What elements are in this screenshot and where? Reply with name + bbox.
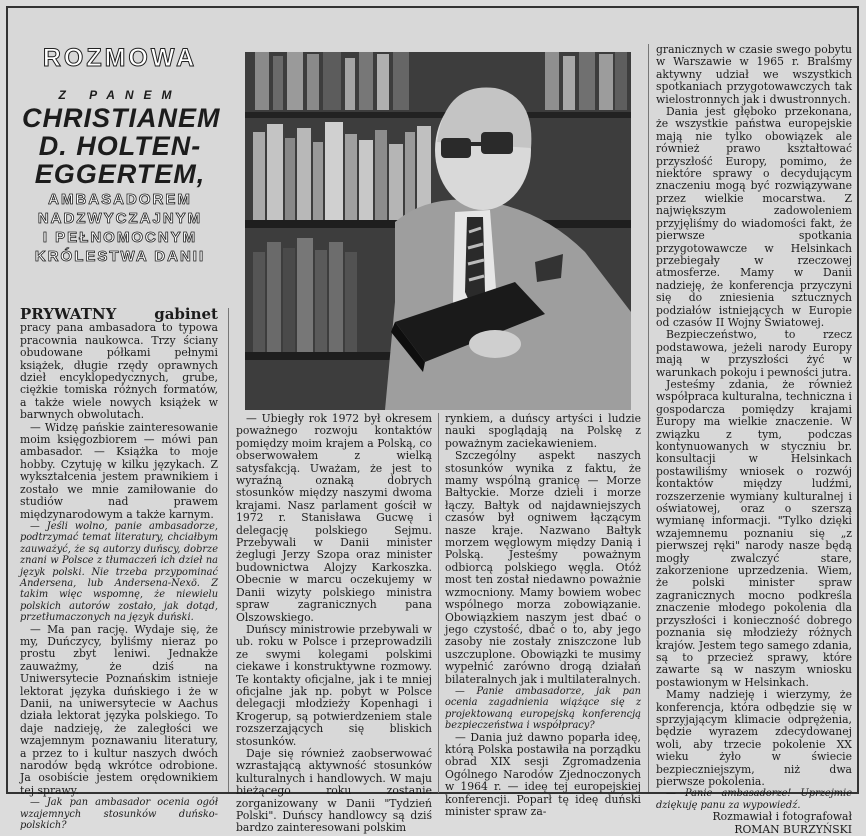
col2-paragraph-2: Duńscy ministrowie przebywali w ub. roku w Polsce i przeprowadzili ze swymi kolegami polskimi ciekawe i konstruktywne rozmowy. Te kontakty oficjalne, jak i te mniej oficjalne jak np. pobyt w Polsce delegacji młodzieży Kopenhagi i Krogerup, są potwierdzeniem stale rozszerzających się bliskich stosunków. <box>236 622 432 748</box>
headline-role-line2: NADZWYCZAJNYM <box>37 210 203 227</box>
newspaper-page <box>6 6 859 836</box>
col1-question-1: — Jeśli wolno, panie ambasadorze, podtrzymać temat literatury, chciałbym zauważyć, że są autorzy duńscy, dobrze znani w Polsce z tłumaczeń ich dzieł na język polski. Nie trzeba przypominać Andersena, lub Andersena-Nexö. Z takim więc wspomnę, że niewielu polskich autorów zostało, jak dotąd, przetłumaczonych na język duński. <box>20 520 218 624</box>
col4-paragraph-4: Jesteśmy zdania, że również współpraca kulturalna, techniczna i gospodarcza pomiędzy krajami Europy ma wielkie znaczenie. W związku z tym, podczas kontynuowanych w styczniu br. konsultacji w Helsinkach postawiliśmy wniosek o rozwój kontaktów między ludźmi, rozszerzenie wymiany kulturalnej i oświatowej, oraz o szerszą wymianę informacji. "Tylko dzięki wzajemnemu poznaniu się „z pierwszej ręki" narody nasze będą mogły zwalczyć stare, zakorzenione uprzedzenia. Wiem, że polski minister spraw zagranicznych mocno podkreśla znaczenie młodego pokolenia dla przyszłości i konieczność dobrego poznania się młodzieży różnych krajów. Jestem tego samego zdania, są to przecież sprawy, które zawarte są w naszym wniosku postawionym w Helsinkach. <box>656 377 852 689</box>
col3-paragraph-3: — Dania już dawno poparła ideę, którą Polska postawiła na porządku obrad XIX sesji Zgromadzenia Ogólnego Narodów Zjednoczonych w 1964 r. — ideę tej europejskiej konferencji. Poparł tę ideę duński minister spraw za- <box>445 730 641 818</box>
col1-paragraph-2: — Widzę pańskie zainteresowanie moim księgozbiorem — mówi pan ambasador. — Książka to moje hobby. Czytuję w kilku językach. Z wykształcenia jestem prawnikiem i zostało we mnie zamiłowanie do studiów nad prawem międzynarodowym a także karnym. <box>20 420 218 521</box>
byline-author: ROMAN BURZYŃSKI <box>734 822 852 836</box>
col3-paragraph-2: Szczególny aspekt naszych stosunków wynika z faktu, że mamy wspólną granicę — Morze Bałtyckie. Morze dzieli i morze łączy. Bałtyk od najdawniejszych czasów był ogniwem łączącym nasze kraje. Nazwano Bałtyk morzem węglowym między Danią i Polską. Jesteśmy poważnym odbiorcą polskiego węgla. Otóż most ten został niedawno poważnie wzmocniony. Mamy bowiem wobec wspólnego morza zobowiązanie. Obowiązkiem naszym jest dbać o jego czystość, dbać o to, aby jego zasoby nie zostały zniszczone lub uszczuplone. Obowiązki te musimy wypełnić zarówno drogą działań bilateralnych jak i multilateralnych. <box>445 449 641 686</box>
headline-name-line1: CHRISTIANEM <box>22 103 221 133</box>
headline-role-line3: I PEŁNOMOCNYM <box>42 229 198 246</box>
headline-name-line3: EGGERTEM, <box>34 159 206 189</box>
lead-text: PRYWATNY gabinet <box>20 305 218 323</box>
byline-label: Rozmawiał i fotografował <box>712 810 852 824</box>
headline-role-line1: AMBASADOREM <box>48 191 192 208</box>
article-column-3 <box>445 412 641 818</box>
col3-paragraph-1: rynkiem, a duńscy artyści i ludzie nauki spoglądają na Polskę z poważnym zaciekawieniem. <box>445 412 641 450</box>
headline-role <box>22 190 218 266</box>
col1-paragraph-1: pracy pana ambasadora to typowa pracownia naukowca. Trzy ściany obudowane półkami pełnymi książek, długie rzędy oprawnych dzieł encyklopedycznych, grube, ciężkie tomiska różnych formatów, a także wiele nowych książek w barwnych obwolutach. <box>20 321 218 422</box>
article-column-4 <box>656 43 852 836</box>
headline-role-line4: KRÓLESTWA DANII <box>34 248 206 265</box>
col4-paragraph-3: Bezpieczeństwo, to rzecz podstawowa, jeżeli narody Europy mają w przyszłości żyć w warunkach pokoju i pewności jutra. <box>656 328 852 379</box>
article-column-2 <box>236 412 432 835</box>
col1-paragraph-3: — Ma pan rację. Wydaje się, że my, Duńczycy, byliśmy nieraz po prostu zbyt leniwi. Jednakże zauważmy, że dziś na Uniwersytecie Poznańskim istnieje lektorat języka duńskiego i że w Danii, na uniwersytecie w Aachus działa lektorat języka polskiego. To daje nadzieję, że zaległości we wzajemnym poznawaniu literatury, a przez to i kultur naszych dwóch narodów będą wkrótce odrobione. Ja osobiście jestem orędownikiem tej sprawy. <box>20 622 218 797</box>
photo-ambassador-reading <box>245 52 631 410</box>
col4-paragraph-1: granicznych w czasie swego pobytu w Warszawie w 1965 r. Bralśmy aktywny udział we wszystkich spotkaniach przygotowawczych tak wielostronnych jak i dwustronnych. <box>656 43 852 106</box>
col4-closing-question: — Panie ambasadorze! Uprzejmie dziękuję panu za wypowiedź. <box>656 788 852 811</box>
headline-name-line2: D. HOLTEN- <box>38 131 202 161</box>
col2-paragraph-3: Daje się również zaobserwować wzrastającą aktywność stosunków kulturalnych i handlowych. W maju bieżącego roku zostanie zorganizowany w Danii "Tydzień Polski". Duńscy handlowcy są dziś bardzo zainteresowani polskim <box>236 746 432 835</box>
headline-prefix: Z PANEM <box>58 88 182 102</box>
section-kicker: ROZMOWA <box>42 44 198 72</box>
article-column-1 <box>20 305 218 832</box>
column-divider <box>438 413 439 793</box>
col2-paragraph-1: — Ubiegły rok 1972 był okresem poważnego rozwoju kontaktów pomiędzy moim krajem a Polską, co obserwowałem z wielką satysfakcją. Uważam, że jest to wyraźną oznaką dobrych stosunków między naszymi dwoma krajami. Nasz parlament gościł w 1972 r. Stanisława Gucwę i delegację polskiego Sejmu. Przebywali w Danii minister żeglugi Jerzy Szopa oraz minister budownictwa Alojzy Karkoszka. Obecnie w marcu oczekujemy w Danii wizyty polskiego ministra spraw zagranicznych pana Olszowskiego. <box>236 412 432 624</box>
col4-paragraph-5: Mamy nadzieję i wierzymy, że konferencja, która odbędzie się w sprzyjającym klimacie odprężenia, będzie wyrazem zdecydowanej woli, aby trzecie pokolenie XX wieku żyło w świecie bezpieczniejszym, niż dwa pierwsze pokolenia. <box>656 688 852 788</box>
headline-name <box>22 103 221 189</box>
column-divider <box>228 308 229 792</box>
col1-question-2: — Jak pan ambasador ocenia ogół wzajemnych stosunków duńsko-polskich? <box>20 797 218 832</box>
column-divider <box>648 44 649 792</box>
col3-question-1: — Panie ambasadorze, jak pan ocenia zagadnienia wiążące się z projektowaną europejską konferencją bezpieczeństwa i współpracy? <box>445 685 641 732</box>
col4-paragraph-2: Dania jest głęboko przekonana, że wszystkie państwa europejskie mają nie tylko obowiązek ale również prawo kształtować przyszłość Europy, pomimo, że niektóre sprawy o decydującym znaczeniu mogą być rozwiązywane przez wielkie mocarstwa. Z największym zadowoleniem przyjęliśmy do wiadomości fakt, że pierwsze spotkania przygotowawcze w Helsinkach przebiegały w rzeczowej atmosferze. Mamy w Danii nadzieję, że konferencja przyczyni się do zniesienia sztucznych podziałów istniejących w Europie od czasów II Wojny Światowej. <box>656 105 852 329</box>
